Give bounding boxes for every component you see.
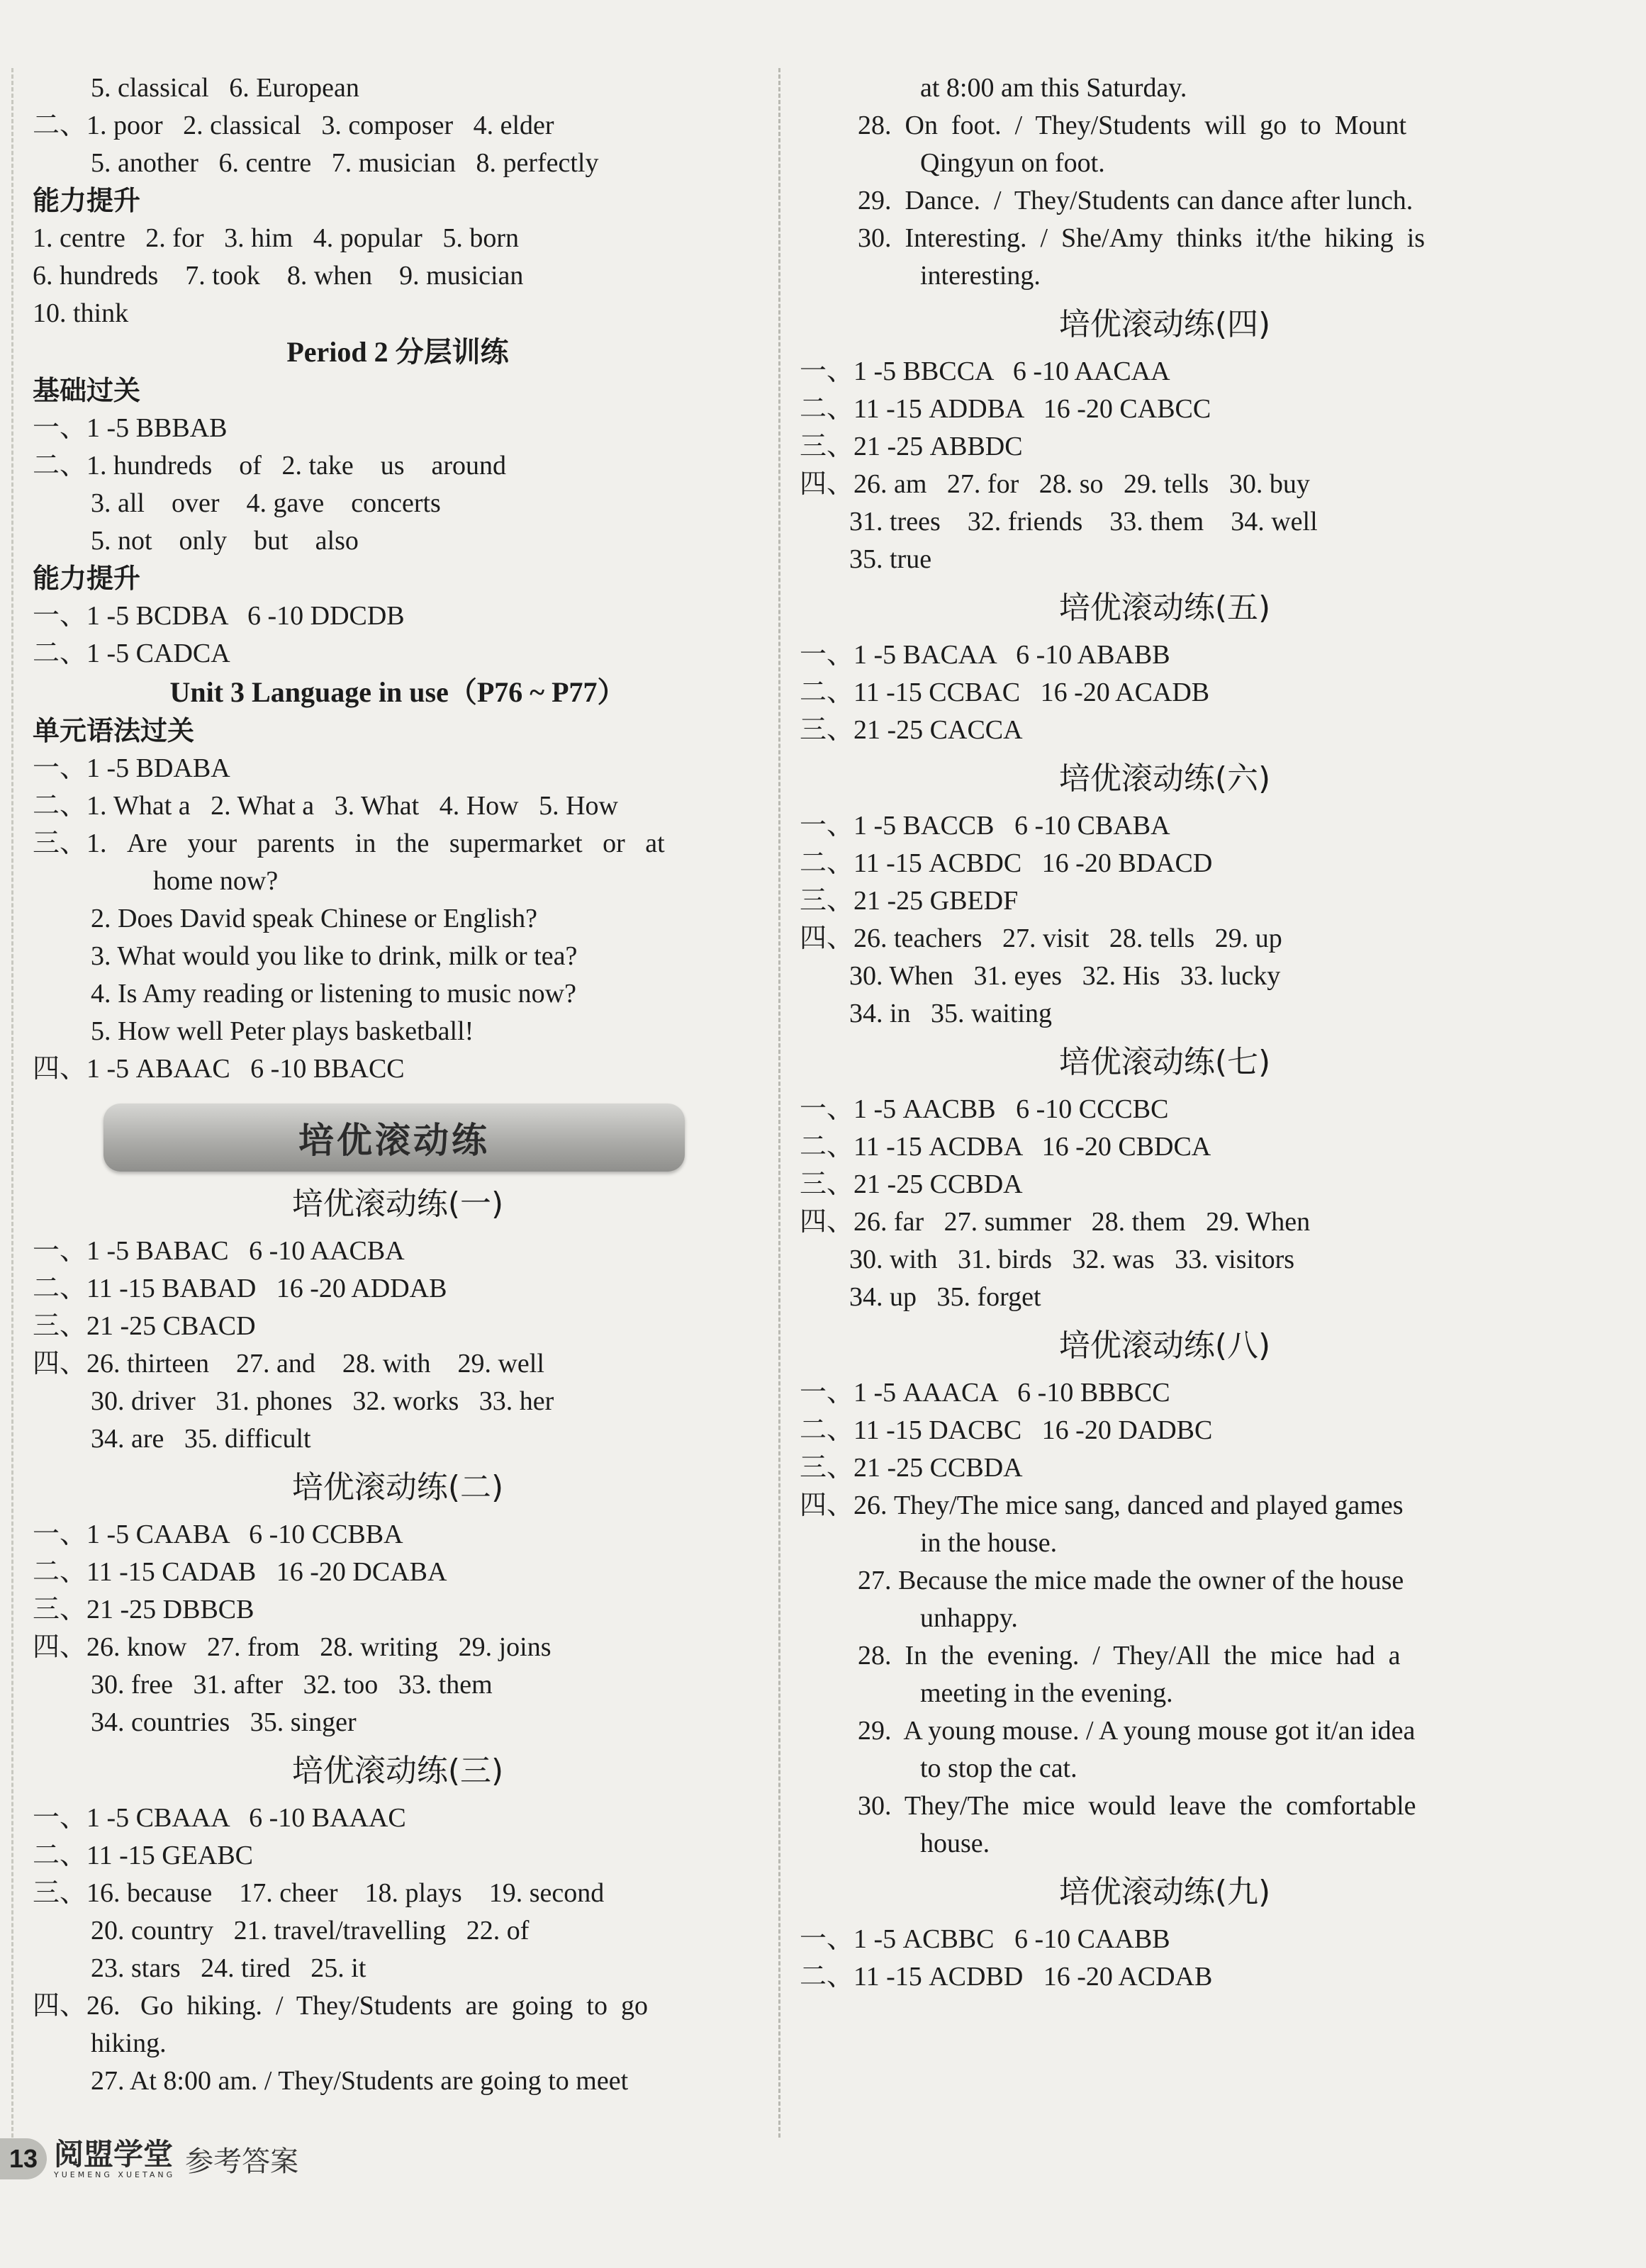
answer-line: 一、1 -5 BBCCA 6 -10 AACAA	[800, 357, 1170, 386]
answer-line: 二、1. hundreds of 2. take us around	[33, 451, 507, 481]
answer-line: 一、1 -5 BABAC 6 -10 AACBA	[33, 1236, 405, 1266]
page-edge-guide	[11, 68, 13, 2138]
answer-line: 二、11 -15 DACBC 16 -20 DADBC	[800, 1415, 1213, 1445]
answer-line: 三、1. Are your parents in the supermarket or at	[33, 829, 665, 858]
answer-line: 29. A young mouse. / A young mouse got it/an idea	[858, 1716, 1416, 1746]
answer-line: 四、26. far 27. summer 28. them 29. When	[800, 1207, 1311, 1237]
answer-line: at 8:00 am this Saturday.	[920, 73, 1187, 103]
answer-line: home now?	[153, 866, 279, 896]
exercise-title: 培优滚动练(三)	[291, 1753, 504, 1789]
answer-line: 20. country 21. travel/travelling 22. of	[91, 1916, 530, 1946]
answer-line: 四、26. Go hiking. / They/Students are going to go	[33, 1991, 648, 2021]
answer-line: 27. Because the mice made the owner of the house	[858, 1566, 1404, 1595]
unit-heading: Period 2 分层训练	[286, 336, 509, 368]
answer-line: 二、11 -15 ACDBA 16 -20 CBDCA	[800, 1132, 1211, 1162]
unit-heading: Unit 3 Language in use（P76 ~ P77）	[169, 676, 626, 708]
chapter-banner: 培优滚动练	[103, 1104, 685, 1172]
answer-line: 一、1 -5 BACCB 6 -10 CBABA	[800, 811, 1170, 841]
right-column	[800, 69, 1530, 1996]
answer-line: 四、26. am 27. for 28. so 29. tells 30. buy	[800, 469, 1310, 499]
answer-line: 一、1 -5 BDABA	[33, 753, 230, 783]
answer-line: 三、21 -25 CCBDA	[800, 1169, 1023, 1199]
answer-line: 6. hundreds 7. took 8. when 9. musician	[33, 261, 524, 291]
exercise-title: 培优滚动练(九)	[1058, 1874, 1271, 1910]
answer-line: 四、26. know 27. from 28. writing 29. joins	[33, 1632, 552, 1662]
left-column	[33, 69, 763, 2100]
answer-line: 31. trees 32. friends 33. them 34. well	[849, 507, 1318, 537]
brand-logo	[54, 2136, 176, 2179]
answer-line: 二、11 -15 ACBDC 16 -20 BDACD	[800, 848, 1213, 878]
exercise-title: 培优滚动练(八)	[1058, 1327, 1271, 1364]
exercise-title: 培优滚动练(二)	[291, 1469, 504, 1505]
answer-line: 34. countries 35. singer	[91, 1707, 357, 1737]
answer-line: 30. When 31. eyes 32. His 33. lucky	[849, 961, 1281, 991]
answer-line: 23. stars 24. tired 25. it	[91, 1953, 366, 1983]
section-subheading: 能力提升	[33, 563, 141, 594]
answer-line: 一、1 -5 AAACA 6 -10 BBBCC	[800, 1378, 1170, 1408]
answer-line: house.	[920, 1829, 990, 1858]
brand-subtitle: YUEMENG XUETANG	[54, 2169, 176, 2179]
answer-line: 30. They/The mice would leave the comfortable	[858, 1791, 1416, 1821]
answer-line: 四、26. thirteen 27. and 28. with 29. well	[33, 1349, 544, 1379]
answer-line: 一、1 -5 CBAAA 6 -10 BAAAC	[33, 1803, 406, 1833]
answer-line: 二、11 -15 CADAB 16 -20 DCABA	[33, 1557, 447, 1587]
answer-line: 一、1 -5 ACBBC 6 -10 CAABB	[800, 1924, 1170, 1954]
answer-line: 二、1 -5 CADCA	[33, 639, 230, 668]
answer-line: 三、21 -25 GBEDF	[800, 886, 1019, 916]
answer-line: 二、11 -15 GEABC	[33, 1841, 254, 1870]
section-subheading: 基础过关	[33, 375, 141, 406]
brand-name: 阅盟学堂	[54, 2136, 174, 2172]
answer-line: 5. How well Peter plays basketball!	[91, 1016, 474, 1046]
answer-line: 一、1 -5 BACAA 6 -10 ABABB	[800, 640, 1170, 670]
answer-line: 30. free 31. after 32. too 33. them	[91, 1670, 493, 1700]
answer-line: 三、21 -25 ABBDC	[800, 432, 1023, 461]
answer-line: 30. Interesting. / She/Amy thinks it/the hiking is	[858, 223, 1426, 253]
answer-line: 34. in 35. waiting	[849, 999, 1053, 1028]
answer-line: interesting.	[920, 261, 1041, 291]
answer-line: 28. In the evening. / They/All the mice had a	[858, 1641, 1401, 1671]
answer-line: unhappy.	[920, 1603, 1018, 1633]
answer-line: 二、1. What a 2. What a 3. What 4. How 5. How	[33, 791, 618, 821]
answer-line: 三、21 -25 CBACD	[33, 1311, 256, 1341]
answer-line: 一、1 -5 BBBAB	[33, 413, 228, 443]
answer-line: 28. On foot. / They/Students will go to Mount	[858, 111, 1407, 140]
answer-key-label: 参考答案	[185, 2145, 299, 2178]
answer-line: to stop the cat.	[920, 1753, 1077, 1783]
answer-line: 二、1. poor 2. classical 3. composer 4. elder	[33, 111, 554, 140]
exercise-title: 培优滚动练(六)	[1058, 760, 1271, 797]
exercise-title: 培优滚动练(一)	[291, 1186, 504, 1222]
answer-line: 二、11 -15 ACDBD 16 -20 ACDAB	[800, 1962, 1213, 1992]
column-divider	[778, 68, 780, 2138]
answer-line: 2. Does David speak Chinese or English?	[91, 904, 538, 933]
answer-line: 30. with 31. birds 32. was 33. visitors	[849, 1245, 1295, 1274]
answer-line: 34. up 35. forget	[849, 1282, 1041, 1312]
page-number: 13	[0, 2138, 47, 2179]
answer-line: 四、26. teachers 27. visit 28. tells 29. up	[800, 924, 1282, 953]
answer-line: 二、11 -15 CCBAC 16 -20 ACADB	[800, 678, 1210, 707]
answer-line: 一、1 -5 CAABA 6 -10 CCBBA	[33, 1520, 403, 1549]
answer-line: 29. Dance. / They/Students can dance after lunch.	[858, 186, 1413, 215]
answer-line: 35. true	[849, 544, 932, 574]
answer-line: in the house.	[920, 1528, 1058, 1558]
answer-line: 4. Is Amy reading or listening to music now?	[91, 979, 576, 1009]
answer-line: meeting in the evening.	[920, 1678, 1173, 1708]
section-subheading: 单元语法过关	[33, 715, 195, 746]
answer-line: 5. not only but also	[91, 526, 359, 556]
exercise-title: 培优滚动练(七)	[1058, 1044, 1271, 1080]
section-subheading: 能力提升	[33, 185, 141, 216]
answer-line: 1. centre 2. for 3. him 4. popular 5. born	[33, 223, 519, 253]
answer-line: 5. another 6. centre 7. musician 8. perfectly	[91, 148, 599, 178]
answer-line: 10. think	[33, 298, 129, 328]
exercise-title: 培优滚动练(五)	[1058, 590, 1271, 626]
answer-line: 四、1 -5 ABAAC 6 -10 BBACC	[33, 1054, 405, 1084]
answer-line: Qingyun on foot.	[920, 148, 1105, 178]
answer-line: 27. At 8:00 am. / They/Students are going to meet	[91, 2066, 629, 2096]
answer-line: 四、26. They/The mice sang, danced and played games	[800, 1491, 1404, 1520]
answer-line: 二、11 -15 BABAD 16 -20 ADDAB	[33, 1274, 447, 1303]
answer-line: 一、1 -5 BCDBA 6 -10 DDCDB	[33, 601, 405, 631]
answer-line: 三、21 -25 DBBCB	[33, 1595, 254, 1624]
page-footer	[0, 2131, 496, 2187]
answer-line: 3. What would you like to drink, milk or tea?	[91, 941, 578, 971]
answer-line: 三、16. because 17. cheer 18. plays 19. second	[33, 1878, 605, 1908]
answer-line: hiking.	[91, 2028, 167, 2058]
answer-line: 三、21 -25 CCBDA	[800, 1453, 1023, 1483]
answer-line: 3. all over 4. gave concerts	[91, 488, 441, 518]
answer-line: 34. are 35. difficult	[91, 1424, 311, 1454]
answer-line: 三、21 -25 CACCA	[800, 715, 1023, 745]
answer-line: 一、1 -5 AACBB 6 -10 CCCBC	[800, 1094, 1169, 1124]
answer-line: 二、11 -15 ADDBA 16 -20 CABCC	[800, 394, 1211, 424]
answer-line: 30. driver 31. phones 32. works 33. her	[91, 1386, 554, 1416]
exercise-title: 培优滚动练(四)	[1058, 306, 1271, 342]
answer-line: 5. classical 6. European	[91, 73, 359, 103]
